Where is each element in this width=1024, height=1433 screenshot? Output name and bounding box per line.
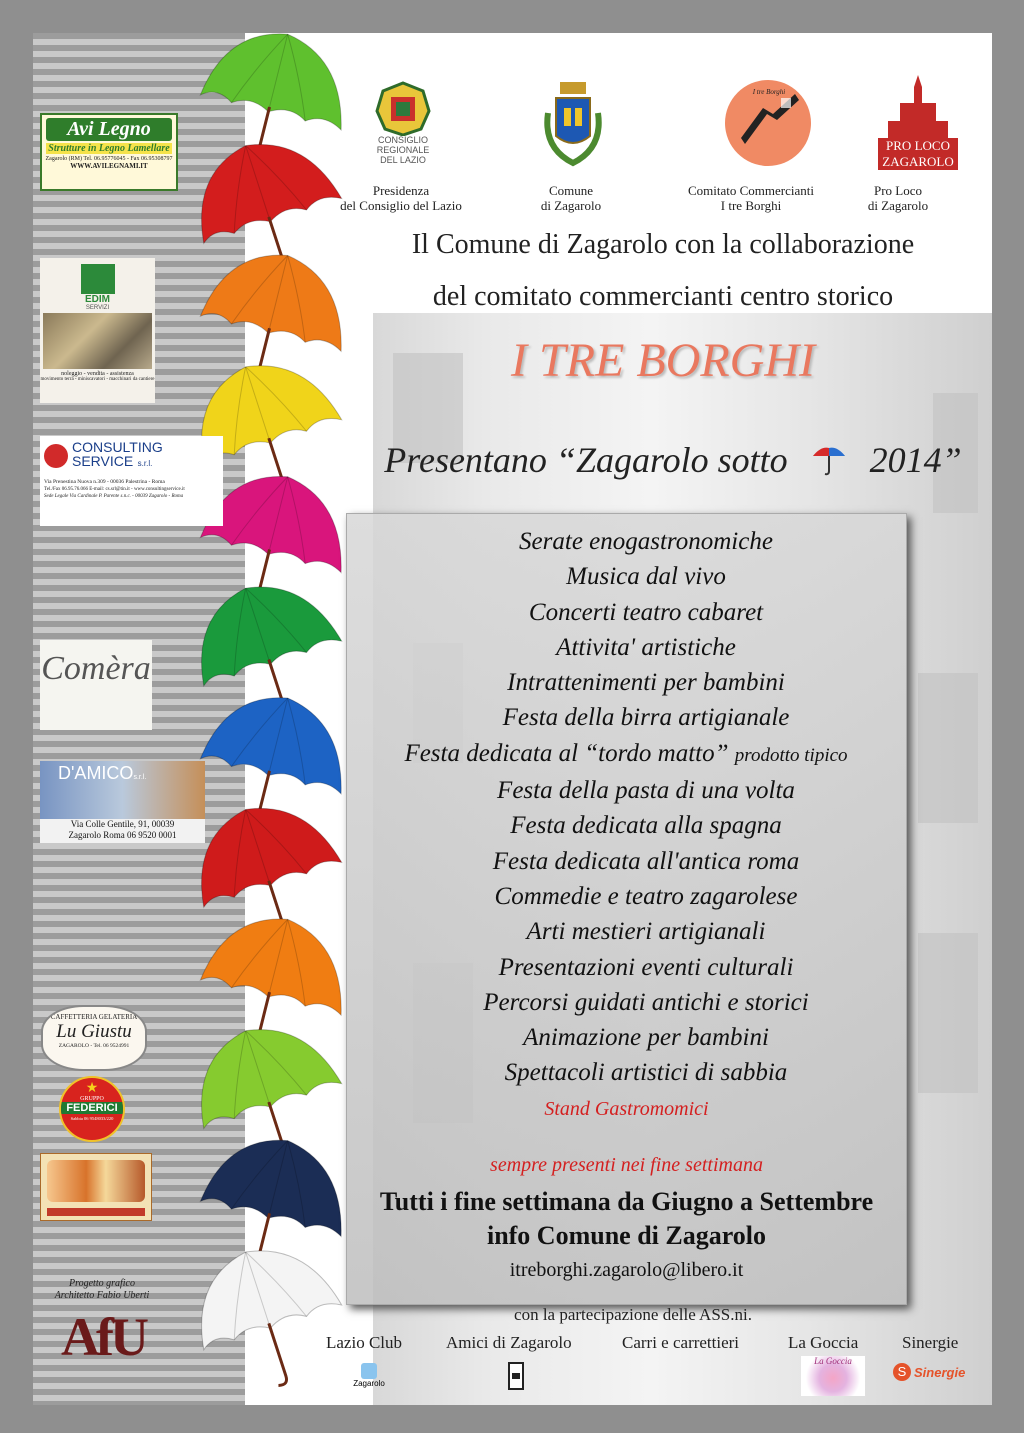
stand-line2: sempre presenti nei fine settimana (490, 1154, 763, 1176)
dates-line2: info Comune di Zagarolo (486, 1221, 767, 1250)
caption-line2: di Zagarolo (540, 198, 602, 213)
federici-top: GRUPPO (80, 1096, 104, 1102)
edim-machinery-photo (43, 313, 152, 369)
consiglio-badge: CONSIGLIO REGIONALE DEL LAZIO (376, 135, 430, 165)
credit-line1: Progetto grafico (68, 1278, 135, 1289)
association-carri: Carri e carrettieri (622, 1333, 740, 1352)
federici-name: FEDERICI (61, 1102, 123, 1114)
association-la-goccia: La Goccia (788, 1333, 859, 1352)
event-item: Festa dedicata al “tordo matto” (404, 739, 729, 767)
event-title: I TRE BORGHI (511, 334, 815, 387)
contact-email: itreborghi.zagarolo@libero.it (509, 1259, 744, 1281)
edim-desc2: movimento terra - miniscavatori - macchinari da cantiere (40, 377, 155, 382)
goccia-logo-text: La Goccia (814, 1356, 852, 1366)
cartoon-logo-art (47, 1160, 145, 1202)
umbrella-icon (809, 438, 849, 478)
avi-contact: Zagarolo (RM) Tel. 06.95776045 - Fax 06.95308797 (45, 156, 173, 162)
event-item: Attivita' artistiche (556, 633, 736, 661)
caption-line2: di Zagarolo (867, 198, 929, 213)
giustu-bottom: ZAGAROLO - Tel. 06 9524991 (58, 1043, 130, 1049)
event-item: Spettacoli artistici di sabbia (504, 1059, 788, 1087)
event-item: Festa dedicata alla spagna (510, 812, 782, 840)
giustu-top: CAFFETTERIA GELATERIA (50, 1013, 138, 1021)
edim-name: EDIM (85, 294, 110, 305)
edim-sub: SERVIZI (85, 305, 110, 311)
credit-line2: Architetto Fabio Uberti (54, 1290, 150, 1301)
sponsor-damico (40, 761, 205, 843)
caption-line2: I tre Borghi (720, 198, 782, 213)
damico-name: D'AMICO (58, 763, 134, 783)
event-item: Concerti teatro cabaret (528, 598, 764, 626)
presentano-after: 2014” (869, 440, 962, 480)
event-item: Festa della pasta di una volta (497, 777, 795, 805)
sponsor-lu-giustu (41, 1005, 147, 1071)
dates-line1: Tutti i fine settimana da Giugno a Settembre (379, 1187, 874, 1216)
consulting-tel: Tel./Fax 06.95.76.066 E-mail: cs.srl@tin.it - www.consultingservice.it (44, 487, 185, 492)
association-sinergie: Sinergie (902, 1333, 959, 1352)
sponsor-federici (59, 1076, 125, 1142)
presentano-line (333, 438, 992, 481)
event-item: Festa dedicata all'antica roma (492, 847, 800, 875)
consulting-srl: s.r.l. (137, 459, 153, 468)
design-credit (47, 1278, 157, 1302)
event-item: Commedie e teatro zagarolese (494, 882, 798, 910)
event-item: Animazione per bambini (523, 1024, 769, 1052)
federici-star-icon: ★ (85, 1081, 99, 1096)
federici-tel: Sabbia 06 9548033/220 (70, 1116, 114, 1121)
event-item: Serate enogastronomiche (519, 528, 773, 555)
event-item: Musica dal vivo (566, 563, 726, 591)
umbrella-icon (179, 1229, 359, 1405)
cartoon-footer-bar (47, 1208, 145, 1216)
avi-subtitle: Strutture in Legno Lamellare (46, 143, 172, 154)
caption-line1: Comitato Commercianti (687, 183, 814, 198)
sponsor-avi-legno (40, 113, 178, 191)
pro-loco-badge-text: PRO LOCO ZAGAROLO (882, 138, 954, 169)
pro-loco-badge (878, 138, 958, 170)
afu-logo: AfU (61, 1307, 145, 1367)
lazio-club-logo (349, 1363, 389, 1388)
consulting-sub: SERVICE (72, 453, 134, 469)
logo-caption-pro-loco (808, 183, 988, 213)
damico-srl: s.r.l. (133, 774, 147, 781)
consiglio-lazio-emblem-icon (373, 81, 433, 136)
stand-line1: Stand Gastromomici (544, 1098, 709, 1120)
consulting-logo-icon (44, 444, 68, 468)
caption-line1: Comune (548, 183, 594, 198)
intro-line2: del comitato commercianti centro storico (432, 281, 894, 312)
comera-logo: Comèra (41, 650, 151, 687)
sinergie-logo-text: Sinergie (914, 1364, 966, 1380)
logo-caption-consiglio (311, 183, 491, 213)
lazio-logo-text: Zagarolo (353, 1379, 385, 1388)
lazio-eagle-icon (361, 1363, 377, 1379)
event-item-tordo (306, 736, 946, 773)
amici-zagarolo-logo-icon (501, 1359, 531, 1393)
event-item: Intrattenimenti per bambini (507, 669, 785, 697)
damico-address2: Zagarolo Roma 06 9520 0001 (68, 830, 177, 840)
consulting-title: CONSULTING (72, 439, 163, 455)
avi-title: Avi Legno (46, 118, 172, 141)
giustu-name: Lu Giustu (56, 1021, 132, 1042)
association-amici-zagarolo: Amici di Zagarolo (446, 1333, 572, 1352)
association-lazio-club: Lazio Club (326, 1333, 403, 1352)
presentano-before: Presentano “Zagarolo sotto (384, 440, 788, 480)
event-item: Festa della birra artigianale (502, 704, 790, 732)
sponsor-consulting-service (40, 436, 223, 526)
events-list (346, 524, 946, 1091)
tordo-suffix: prodotto tipico (734, 744, 848, 766)
event-item: Presentazioni eventi culturali (498, 953, 794, 981)
sinergie-s-icon: S (893, 1363, 911, 1381)
logo-caption-comune (481, 183, 661, 213)
event-item: Percorsi guidati antichi e storici (483, 988, 809, 1016)
sponsor-cartoon-restaurant (40, 1153, 152, 1221)
sponsor-edim (40, 258, 155, 403)
damico-address1: Via Colle Gentile, 91, 00039 (70, 819, 175, 829)
comune-zagarolo-crest-icon (538, 78, 608, 168)
event-item: Arti mestieri artigianali (526, 918, 766, 946)
partecipazione-line: con la partecipazione delle ASS.ni. (514, 1305, 752, 1324)
caption-line1: Presidenza (372, 183, 430, 198)
consulting-address: Via Prenestina Nuova n.309 - 00036 Palestrina - Roma (44, 479, 165, 485)
intro-line1: Il Comune di Zagarolo con la collaborazione (411, 229, 915, 260)
tre-borghi-badge: I tre Borghi (752, 88, 786, 96)
edim-logo-icon (81, 264, 115, 294)
consulting-legal: Sede Legale Via Cardinale P. Parente s.n.c. - 00039 Zagarolo - Roma (44, 494, 184, 499)
poster (33, 33, 992, 1405)
caption-line2: del Consiglio del Lazio (340, 198, 462, 213)
sponsor-comera (40, 640, 152, 730)
caption-line1: Pro Loco (873, 183, 923, 198)
la-goccia-logo (801, 1356, 865, 1396)
sinergie-logo (893, 1363, 965, 1381)
edim-desc1: noleggio - vendita - assistenza (61, 371, 134, 377)
avi-web: WWW.AVILEGNAMI.IT (70, 162, 148, 170)
